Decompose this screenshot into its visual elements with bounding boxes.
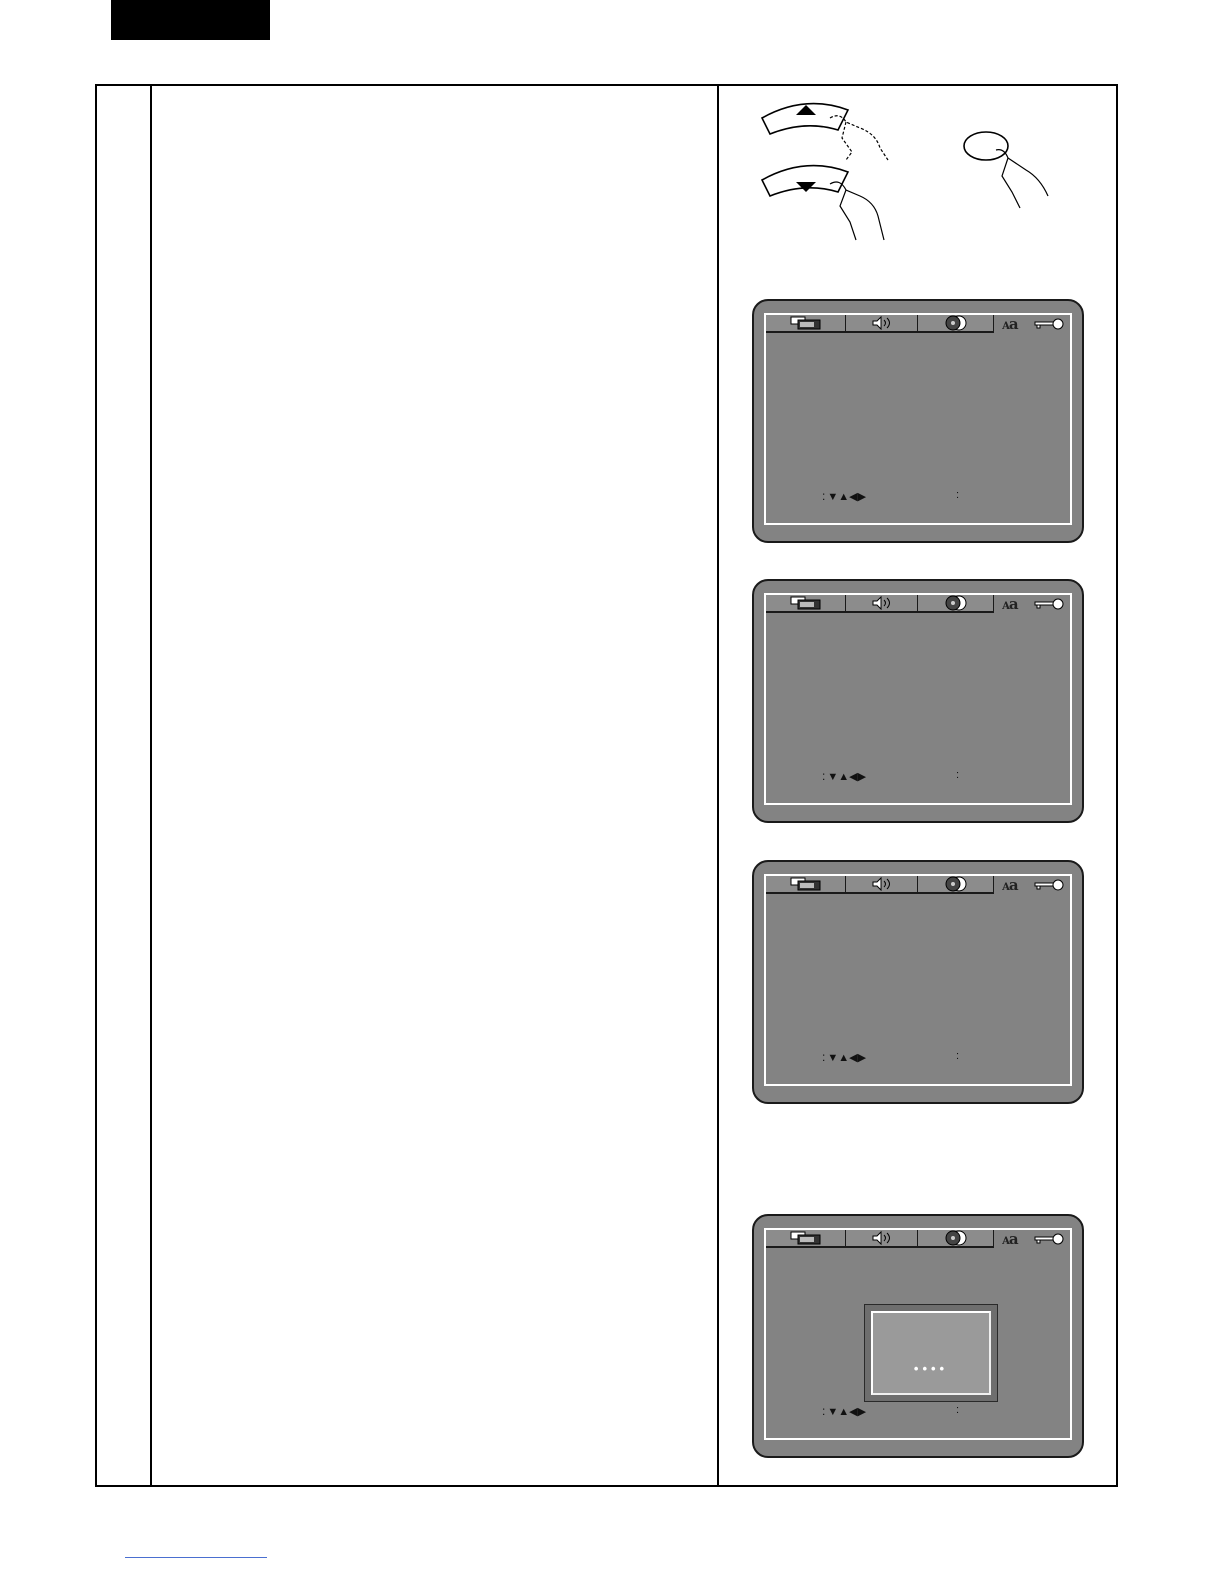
confirm-hint: : bbox=[956, 1050, 960, 1062]
key-lock-icon bbox=[1034, 879, 1064, 891]
up-button bbox=[762, 104, 888, 160]
disc-setup-icon bbox=[943, 876, 969, 892]
tab-picture[interactable] bbox=[766, 1230, 846, 1248]
section-header-tab bbox=[111, 0, 270, 40]
language-aa-icon: Aa bbox=[1002, 315, 1018, 333]
setup-tabs bbox=[766, 1230, 1072, 1248]
tab-disc[interactable] bbox=[918, 595, 994, 613]
audio-setup-icon bbox=[871, 596, 893, 610]
key-lock-icon bbox=[1034, 598, 1064, 610]
password-entry-field[interactable] bbox=[871, 1311, 991, 1395]
tab-audio[interactable] bbox=[846, 876, 918, 894]
language-aa-icon: Aa bbox=[1002, 876, 1018, 894]
key-lock-icon bbox=[1034, 1233, 1064, 1245]
disc-setup-icon bbox=[943, 1230, 969, 1246]
tab-disc[interactable] bbox=[918, 876, 994, 894]
confirm-hint: : bbox=[956, 1404, 960, 1416]
disc-setup-icon bbox=[943, 315, 969, 331]
picture-setup-icon bbox=[790, 1231, 822, 1245]
tab-language[interactable] bbox=[994, 876, 1072, 894]
audio-setup-icon bbox=[871, 316, 893, 330]
confirm-hint: : bbox=[956, 489, 960, 501]
disc-setup-icon bbox=[943, 595, 969, 611]
setup-tabs bbox=[766, 315, 1072, 333]
password-dots: •••• bbox=[913, 1361, 949, 1376]
tab-language[interactable] bbox=[994, 595, 1072, 613]
password-dialog bbox=[864, 1304, 998, 1402]
tab-audio[interactable] bbox=[846, 315, 918, 333]
navigation-hint: : ▼▲◀▶ bbox=[822, 769, 867, 783]
audio-setup-icon bbox=[871, 877, 893, 891]
setup-menu-screen-1 bbox=[752, 299, 1084, 543]
audio-setup-icon bbox=[871, 1231, 893, 1245]
key-lock-icon bbox=[1034, 318, 1064, 330]
footer-link-underline bbox=[125, 1557, 267, 1558]
tab-audio[interactable] bbox=[846, 1230, 918, 1248]
enter-button bbox=[964, 132, 1048, 208]
down-button bbox=[762, 166, 884, 240]
picture-setup-icon bbox=[790, 596, 822, 610]
language-aa-icon: Aa bbox=[1002, 595, 1018, 613]
navigation-hint: : ▼▲◀▶ bbox=[822, 1050, 867, 1064]
language-aa-icon: Aa bbox=[1002, 1230, 1018, 1248]
illustration-column-divider bbox=[717, 86, 719, 1485]
tab-disc[interactable] bbox=[918, 315, 994, 333]
picture-setup-icon bbox=[790, 316, 822, 330]
setup-menu-screen-3 bbox=[752, 860, 1084, 1104]
tab-language[interactable] bbox=[994, 1230, 1072, 1248]
tab-language[interactable] bbox=[994, 315, 1072, 333]
setup-tabs bbox=[766, 876, 1072, 894]
navigation-hint: : ▼▲◀▶ bbox=[822, 1404, 867, 1418]
setup-menu-screen-password bbox=[752, 1214, 1084, 1458]
tab-disc[interactable] bbox=[918, 1230, 994, 1248]
step-column-divider bbox=[150, 86, 152, 1485]
picture-setup-icon bbox=[790, 877, 822, 891]
navigation-hint: : ▼▲◀▶ bbox=[822, 489, 867, 503]
tab-picture[interactable] bbox=[766, 876, 846, 894]
tab-picture[interactable] bbox=[766, 595, 846, 613]
setup-tabs bbox=[766, 595, 1072, 613]
confirm-hint: : bbox=[956, 769, 960, 781]
setup-menu-screen-2 bbox=[752, 579, 1084, 823]
remote-buttons-illustration bbox=[750, 98, 1090, 248]
tab-picture[interactable] bbox=[766, 315, 846, 333]
tab-audio[interactable] bbox=[846, 595, 918, 613]
